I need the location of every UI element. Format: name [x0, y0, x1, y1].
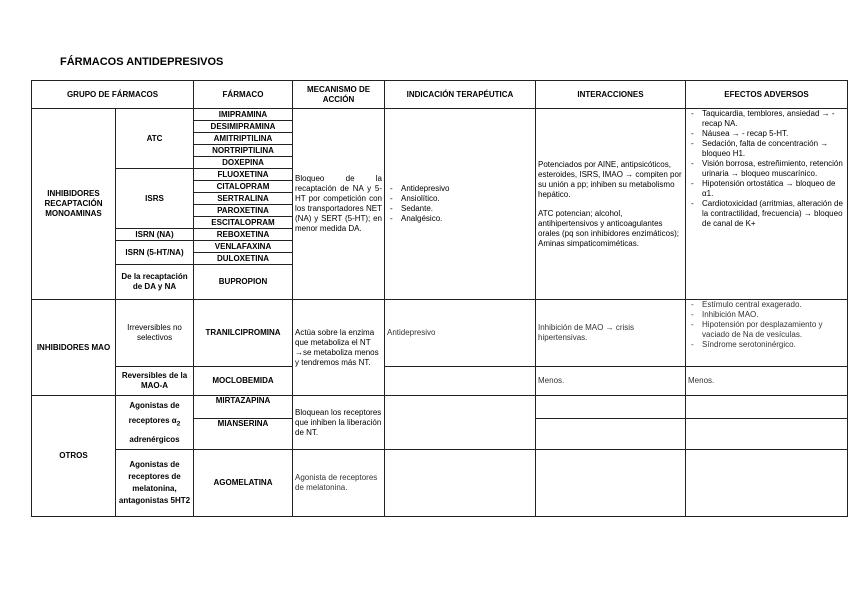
drug-escitalopram: ESCITALOPRAM [194, 217, 293, 229]
adverse-item: - Sedación, falta de concentración → bloqueo H1. [688, 139, 845, 159]
subgroup-da-na-reuptake: De la recaptación de DA y NA [116, 265, 194, 300]
subgroup-melatonin-agonists: Agonistas de receptores de melatonina, antagonistas 5HT2 [116, 450, 194, 517]
indication-item: - Analgésico. [387, 214, 533, 224]
indication-item: - Ansiolítico. [387, 194, 533, 204]
interactions-text-2: ATC potencian; alcohol, antihipertensivos y anticoagulantes orales (pq son inhibidores enzimáticos); Aminas simpaticomiméticas. [538, 208, 679, 248]
group-monoamine-reuptake: INHIBIDORES RECAPTACIÓN MONOAMINAS [32, 109, 116, 300]
drug-mirtazapina: MIRTAZAPINA [194, 396, 293, 419]
subgroup-alpha2-agonists [116, 396, 194, 450]
antidepressants-table [31, 80, 848, 517]
indication-empty [385, 450, 536, 517]
adverse-item: - Hipotensión por desplazamiento y vaciado de Na de vesículas. [688, 320, 845, 340]
adverse-item: - Síndrome serotoninérgico. [688, 340, 845, 350]
mechanism-mao: Actúa sobre la enzima que metaboliza el NT →se metaboliza menos y tendremos más NT. [293, 300, 385, 396]
adverse-empty [686, 450, 848, 517]
adverse-item: - Inhibición MAO. [688, 310, 845, 320]
adverse-moclobemida: Menos. [686, 367, 848, 396]
header-group: GRUPO DE FÁRMACOS [32, 81, 194, 109]
indication-empty [385, 396, 536, 450]
subgroup-irreversible: Irreversibles no selectivos [116, 300, 194, 367]
indication-empty [385, 367, 536, 396]
interactions-text-1: Potenciados por AINE, antipsicóticos, esteroides, ISRS, IMAO → compiten por su unión a pp; inhiben su metabolismo hepático. [538, 159, 682, 199]
adverse-mao [686, 300, 848, 367]
drug-nortriptilina: NORTRIPTILINA [194, 145, 293, 157]
mechanism-reuptake: Bloqueo de la recaptación de NA y 5-HT por competición con los transportadores NET (NA) y SERT (5-HT); en menor medida DA. [293, 109, 385, 300]
header-adverse: EFECTOS ADVERSOS [686, 81, 848, 109]
mechanism-melatonin: Agonista de receptores de melatonina. [293, 450, 385, 517]
subgroup-atc: ATC [116, 109, 194, 169]
interactions-moclobemida: Menos. [536, 367, 686, 396]
subgroup-isrn-na: ISRN (NA) [116, 229, 194, 241]
adverse-item: - Hipotensión ortostática → bloqueo de α1. [688, 179, 845, 199]
mechanism-alpha2: Bloquean los receptores que inhiben la liberación de NT. [293, 396, 385, 450]
subgroup-reversible: Reversibles de la MAO-A [116, 367, 194, 396]
header-drug: FÁRMACO [194, 81, 293, 109]
drug-mianserina: MIANSERINA [194, 419, 293, 450]
drug-moclobemida: MOCLOBEMIDA [194, 367, 293, 396]
adverse-item: - Cardiotoxicidad (arritmias, alteración de la contractilidad, frecuencia) → bloqueo de canal de K+ [688, 199, 845, 229]
drug-duloxetina: DULOXETINA [194, 253, 293, 265]
adverse-reuptake [686, 109, 848, 300]
drug-reboxetina: REBOXETINA [194, 229, 293, 241]
header-interactions: INTERACCIONES [536, 81, 686, 109]
interactions-empty [536, 396, 686, 419]
interactions-reuptake [536, 109, 686, 300]
drug-desimipramina: DESIMIPRAMINA [194, 121, 293, 133]
adverse-empty [686, 419, 848, 450]
header-row [32, 81, 848, 109]
interactions-empty [536, 450, 686, 517]
group-mao-inhibitors: INHIBIDORES MAO [32, 300, 116, 396]
header-indication: INDICACIÓN TERAPÉUTICA [385, 81, 536, 109]
adverse-item: - Taquicardia, temblores, ansiedad → -recap NA. [688, 109, 845, 129]
indication-item: - Sedante. [387, 204, 533, 214]
alpha2-label-subscript: 2 [176, 420, 181, 428]
drug-doxepina: DOXEPINA [194, 157, 293, 169]
drug-sertralina: SERTRALINA [194, 193, 293, 205]
alpha2-label-prefix: Agonistas de receptores α [128, 401, 180, 426]
indication-mao: Antidepresivo [385, 300, 536, 367]
drug-citalopram: CITALOPRAM [194, 181, 293, 193]
page-title: FÁRMACOS ANTIDEPRESIVOS [60, 56, 224, 68]
adverse-item: - Náusea → - recap 5-HT. [688, 129, 845, 139]
drug-paroxetina: PAROXETINA [194, 205, 293, 217]
interactions-mao: Inhibición de MAO → crisis hipertensivas. [536, 300, 686, 367]
subgroup-isrs: ISRS [116, 169, 194, 229]
group-others: OTROS [32, 396, 116, 517]
adverse-item: - Estímulo central exagerado. [688, 300, 845, 310]
indication-reuptake [385, 109, 536, 300]
drug-fluoxetina: FLUOXETINA [194, 169, 293, 181]
adverse-empty [686, 396, 848, 419]
drug-venlafaxina: VENLAFAXINA [194, 241, 293, 253]
alpha2-label-suffix: adrenérgicos [129, 434, 180, 444]
adverse-item: - Visión borrosa, estreñimiento, retención urinaria → bloqueo muscarínico. [688, 159, 845, 179]
subgroup-isrn-5ht-na: ISRN (5-HT/NA) [116, 241, 194, 265]
indication-item: - Antidepresivo [387, 184, 533, 194]
drug-agomelatina: AGOMELATINA [194, 450, 293, 517]
header-mechanism: MECANISMO DE ACCIÓN [293, 81, 385, 109]
interactions-empty [536, 419, 686, 450]
drug-imipramina: IMIPRAMINA [194, 109, 293, 121]
drug-bupropion: BUPROPION [194, 265, 293, 300]
drug-tranilcipromina: TRANILCIPROMINA [194, 300, 293, 367]
drug-amitriptilina: AMITRIPTILINA [194, 133, 293, 145]
